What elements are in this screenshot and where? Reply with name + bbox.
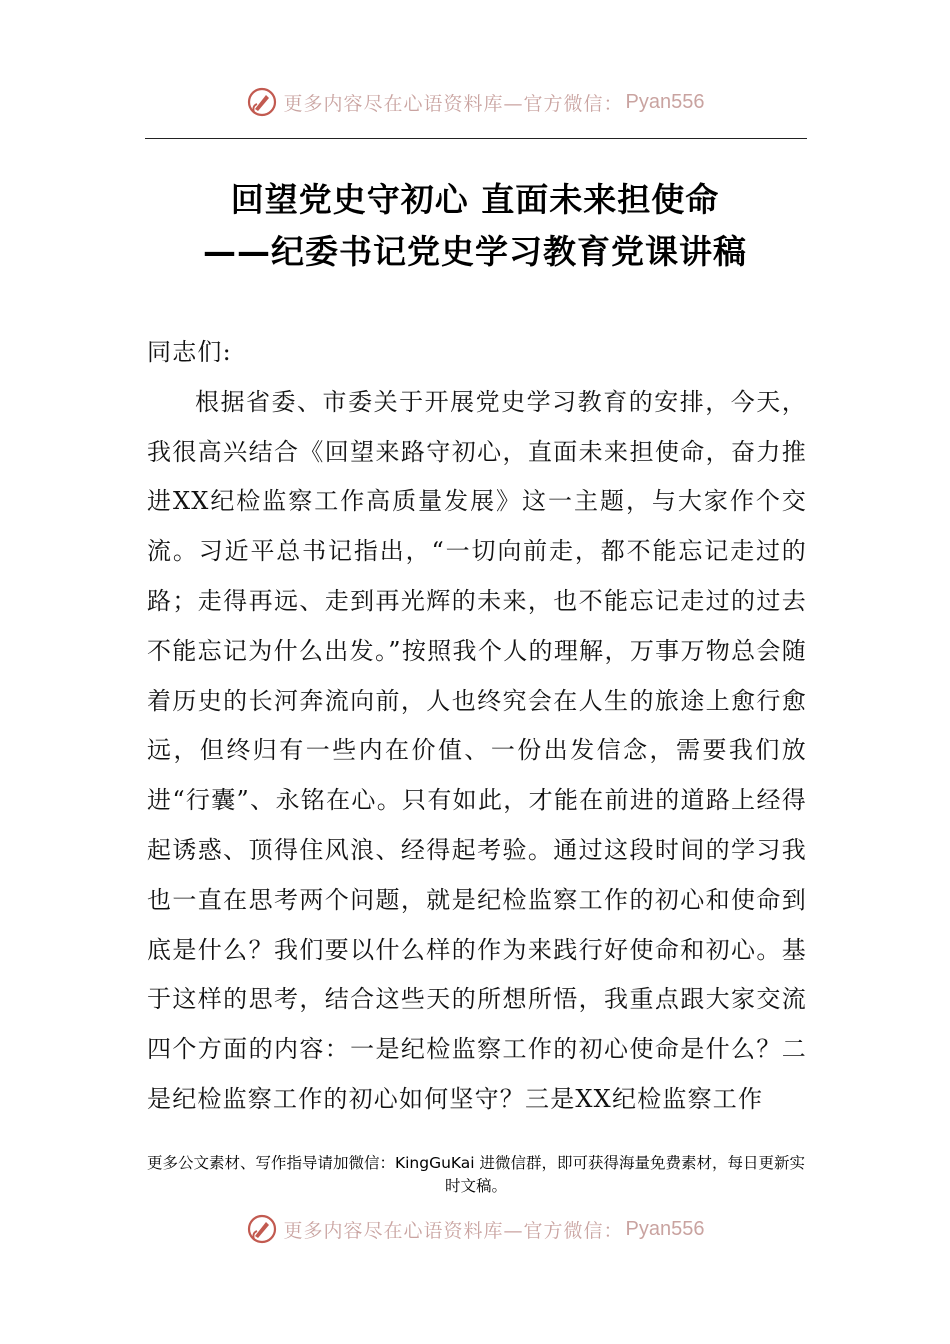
footer-watermark bbox=[0, 1209, 950, 1249]
document-body bbox=[147, 328, 807, 1125]
watermark-text: 更多内容尽在心语资料库—官方微信： bbox=[283, 92, 624, 115]
watermark-text: 更多内容尽在心语资料库—官方微信： bbox=[283, 1219, 624, 1242]
watermark-wechat-id: Pyan556 bbox=[625, 1217, 705, 1240]
page-subtitle: ——纪委书记党史学习教育党课讲稿 bbox=[203, 232, 747, 271]
watermark-wechat-id: Pyan556 bbox=[625, 90, 705, 113]
ink-pen-logo-icon bbox=[246, 1213, 278, 1245]
header-watermark bbox=[0, 82, 950, 122]
body-paragraph: 根据省委、市委关于开展党史学习教育的安排，今天，我很高兴结合《回望来路守初心，直面未来担使命，奋力推进XX纪检监察工作高质量发展》这一主题，与大家作个交流。习近平总书记指出，“一切向前走，都不能忘记走过的路；走得再远、走到再光辉的未来，也不能忘记走过的过去不能忘记为什么出发。”按照我个人的理解，万事万物总会随着历史的长河奔流向前，人也终究会在人生的旅途上愈行愈远，但终归有一些内在价值、一份出发信念，需要我们放进“行囊”、永铭在心。只有如此，才能在前进的道路上经得起诱惑、顶得住风浪、经得起考验。通过这段时间的学习我也一直在思考两个问题，就是纪检监察工作的初心和使命到底是什么？我们要以什么样的作为来践行好使命和初心。基于这样的思考，结合这些天的所想所悟，我重点跟大家交流四个方面的内容：一是纪检监察工作的初心使命是什么？二是纪检监察工作的初心如何坚守？三是XX纪检监察工作 bbox=[147, 387, 807, 1113]
header-divider bbox=[145, 138, 807, 139]
ink-pen-logo-icon bbox=[246, 86, 278, 118]
page-title: 回望党史守初心 直面未来担使命 bbox=[230, 180, 720, 219]
salutation: 同志们: bbox=[147, 338, 232, 366]
footer-note: 更多公文素材、写作指导请加微信：KingGuKai 进微信群，即可获得海量免费素材，每日更新实时文稿。 bbox=[146, 1154, 806, 1195]
